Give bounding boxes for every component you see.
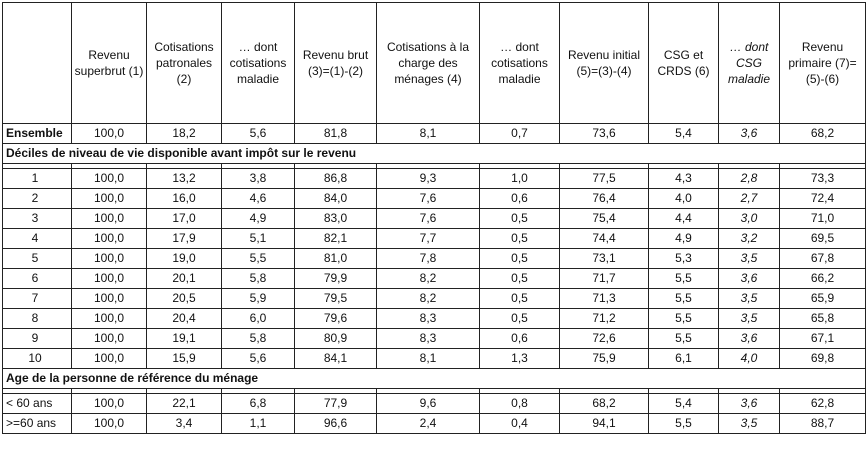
row-label: 5 [3,249,72,269]
table-cell: 68,2 [780,124,866,144]
table-cell: 22,1 [147,394,222,414]
ensemble-row [3,124,866,144]
table-cell: 8,1 [377,124,480,144]
table-cell: 18,2 [147,124,222,144]
column-header: … dont cotisations maladie [222,3,295,124]
table-cell: 84,1 [295,349,377,369]
table-cell: 79,9 [295,269,377,289]
table-cell: 73,1 [560,249,649,269]
table-cell: 0,6 [480,329,560,349]
column-header: CSG et CRDS (6) [649,3,719,124]
table-cell: 71,2 [560,309,649,329]
table-cell: 4,9 [222,209,295,229]
table-cell: 5,8 [222,329,295,349]
table-cell: 9,6 [377,394,480,414]
table-cell: 86,8 [295,169,377,189]
table-cell: 73,6 [560,124,649,144]
row-label: 6 [3,269,72,289]
table-cell: 75,9 [560,349,649,369]
row-label: 7 [3,289,72,309]
table-cell: 65,9 [780,289,866,309]
table-cell: 2,8 [719,169,780,189]
table-cell: 7,8 [377,249,480,269]
table-cell: 5,4 [649,394,719,414]
table-cell: 9,3 [377,169,480,189]
table-cell: 100,0 [72,209,147,229]
table-cell: 4,0 [719,349,780,369]
row-label: < 60 ans [3,394,72,414]
table-cell: 0,7 [480,124,560,144]
table-cell: 8,3 [377,329,480,349]
table-cell: 20,4 [147,309,222,329]
table-cell: 20,5 [147,289,222,309]
table-row [3,189,866,209]
table-cell: 74,4 [560,229,649,249]
table-cell: 82,1 [295,229,377,249]
header-row [3,3,866,124]
table-cell: 8,2 [377,269,480,289]
table-cell: 100,0 [72,169,147,189]
table-cell: 5,5 [222,249,295,269]
table-cell: 67,8 [780,249,866,269]
table-cell: 94,1 [560,414,649,434]
section-header-row [3,144,866,164]
table-cell: 4,0 [649,189,719,209]
table-cell: 0,6 [480,189,560,209]
table-cell: 5,1 [222,229,295,249]
table-cell: 3,2 [719,229,780,249]
table-cell: 5,5 [649,414,719,434]
table-cell: 100,0 [72,124,147,144]
table-cell: 1,1 [222,414,295,434]
table-cell: 0,5 [480,289,560,309]
table-cell: 69,5 [780,229,866,249]
table-cell: 3,0 [719,209,780,229]
table-cell: 3,5 [719,309,780,329]
table-cell: 3,5 [719,289,780,309]
table-cell: 2,4 [377,414,480,434]
table-cell: 79,6 [295,309,377,329]
table-cell: 8,3 [377,309,480,329]
table-cell: 13,2 [147,169,222,189]
table-cell: 0,5 [480,209,560,229]
table-body [3,124,866,434]
row-label: 3 [3,209,72,229]
table-cell: 3,6 [719,269,780,289]
table-cell: 6,1 [649,349,719,369]
table-cell: 8,2 [377,289,480,309]
table-cell: 3,4 [147,414,222,434]
table-row [3,209,866,229]
table-cell: 6,8 [222,394,295,414]
table-cell: 77,5 [560,169,649,189]
table-cell: 77,9 [295,394,377,414]
table-cell: 17,0 [147,209,222,229]
section-title: Déciles de niveau de vie disponible avant impôt sur le revenu [3,144,866,164]
table-cell: 3,5 [719,414,780,434]
table-cell: 5,8 [222,269,295,289]
table-cell: 100,0 [72,414,147,434]
table-row [3,329,866,349]
table-cell: 0,4 [480,414,560,434]
table-cell: 81,0 [295,249,377,269]
table-cell: 1,0 [480,169,560,189]
table-row [3,309,866,329]
column-header: Cotisations patronales (2) [147,3,222,124]
column-header: Revenu superbrut (1) [72,3,147,124]
table-cell: 1,3 [480,349,560,369]
table-cell: 0,5 [480,229,560,249]
table-cell: 66,2 [780,269,866,289]
table-cell: 76,4 [560,189,649,209]
column-header: … dont CSG maladie [719,3,780,124]
table-row [3,249,866,269]
table-cell: 81,8 [295,124,377,144]
table-cell: 100,0 [72,329,147,349]
table-cell: 16,0 [147,189,222,209]
table-cell: 67,1 [780,329,866,349]
table-cell: 8,1 [377,349,480,369]
column-header: Revenu primaire (7)=(5)-(6) [780,3,866,124]
table-cell: 69,8 [780,349,866,369]
table-cell: 3,5 [719,249,780,269]
table-cell: 96,6 [295,414,377,434]
table-cell: 68,2 [560,394,649,414]
row-label: Ensemble [3,124,72,144]
column-header: Revenu initial (5)=(3)-(4) [560,3,649,124]
table-cell: 84,0 [295,189,377,209]
table-cell: 5,6 [222,124,295,144]
table-cell: 100,0 [72,249,147,269]
table-row [3,394,866,414]
column-header: Revenu brut (3)=(1)-(2) [295,3,377,124]
table-cell: 88,7 [780,414,866,434]
table-cell: 100,0 [72,269,147,289]
table-cell: 4,3 [649,169,719,189]
column-header: Cotisations à la charge des ménages (4) [377,3,480,124]
table-cell: 5,5 [649,329,719,349]
header-corner [3,3,72,124]
table-cell: 19,1 [147,329,222,349]
row-label: 10 [3,349,72,369]
table-cell: 100,0 [72,189,147,209]
table-cell: 80,9 [295,329,377,349]
row-label: >=60 ans [3,414,72,434]
table-cell: 6,0 [222,309,295,329]
table-cell: 15,9 [147,349,222,369]
table-cell: 19,0 [147,249,222,269]
table-cell: 100,0 [72,309,147,329]
table-cell: 20,1 [147,269,222,289]
table-cell: 5,6 [222,349,295,369]
section-title: Age de la personne de référence du ménage [3,369,866,389]
row-label: 8 [3,309,72,329]
table-cell: 3,6 [719,394,780,414]
revenue-table [2,2,866,434]
table-row [3,269,866,289]
table-cell: 7,7 [377,229,480,249]
row-label: 1 [3,169,72,189]
table-cell: 5,5 [649,269,719,289]
column-header: … dont cotisations maladie [480,3,560,124]
table-cell: 0,5 [480,269,560,289]
table-cell: 7,6 [377,189,480,209]
table-cell: 79,5 [295,289,377,309]
table-cell: 0,5 [480,249,560,269]
section-header-row [3,369,866,389]
table-cell: 2,7 [719,189,780,209]
table-row [3,169,866,189]
table-cell: 65,8 [780,309,866,329]
table-cell: 17,9 [147,229,222,249]
table-row [3,349,866,369]
table-cell: 5,9 [222,289,295,309]
row-label: 9 [3,329,72,349]
table-cell: 3,6 [719,124,780,144]
table-cell: 72,4 [780,189,866,209]
table-cell: 83,0 [295,209,377,229]
table-cell: 5,3 [649,249,719,269]
row-label: 4 [3,229,72,249]
table-cell: 0,8 [480,394,560,414]
table-row [3,229,866,249]
table-cell: 75,4 [560,209,649,229]
table-cell: 73,3 [780,169,866,189]
table-cell: 100,0 [72,289,147,309]
table-cell: 5,5 [649,309,719,329]
row-label: 2 [3,189,72,209]
table-cell: 72,6 [560,329,649,349]
table-cell: 3,8 [222,169,295,189]
table-cell: 71,7 [560,269,649,289]
table-cell: 100,0 [72,394,147,414]
table-cell: 4,9 [649,229,719,249]
table-cell: 4,4 [649,209,719,229]
table-row [3,414,866,434]
table-cell: 71,3 [560,289,649,309]
table-cell: 3,6 [719,329,780,349]
table-cell: 100,0 [72,229,147,249]
table-cell: 62,8 [780,394,866,414]
table-cell: 5,4 [649,124,719,144]
table-row [3,289,866,309]
table-cell: 7,6 [377,209,480,229]
table-cell: 4,6 [222,189,295,209]
table-cell: 71,0 [780,209,866,229]
table-cell: 100,0 [72,349,147,369]
table-cell: 0,5 [480,309,560,329]
table-cell: 5,5 [649,289,719,309]
